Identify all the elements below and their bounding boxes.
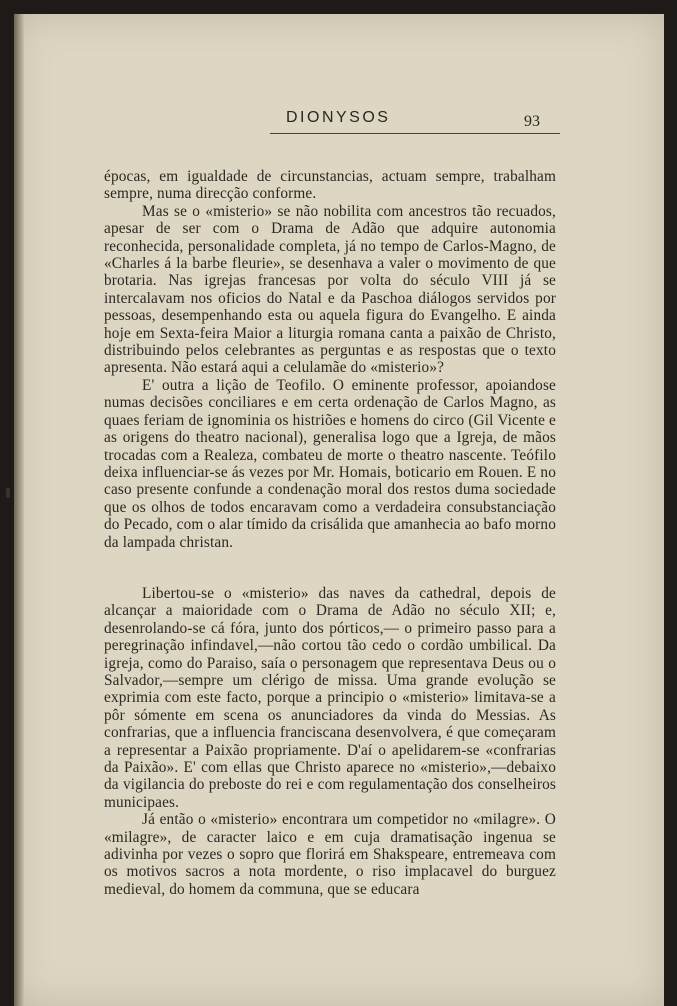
paragraph: Mas se o «misterio» se não nobilita com ancestros tão recuados, apesar de ser com o Drama de Adão que adquire autonomia reconhecida, personalidade completa, já no tempo de Carlos-Magno, de «Charles á la barbe fleurie», se desenhava a valer o movimento de que brotaria. Nas igrejas francesas por volta do século VIII já se intercalavam nos oficios do Natal e da Paschoa diálogos servidos por pessoas, desempenhando esta ou aquela figura do Evangelho. E ainda hoje em Sexta-feira Maior a liturgia romana canta a paixão de Christo, distribuindo pelos celebrantes as perguntas e as respostas que o texto apresenta. Não estará aqui a celulamãe do «misterio»?	[104, 202, 556, 377]
page-header	[270, 98, 560, 134]
section-break	[104, 551, 556, 585]
paragraph: épocas, em igualdade de circunstancias, actuam sempre, trabalham sempre, numa direcção conforme.	[104, 168, 556, 203]
paragraph: Já então o «misterio» encontrara um competidor no «milagre». O «milagre», de caracter laico e em cuja dramatisação ingenua se adivinha por vezes o sopro que florirá em Shakspeare, entremeava com os motivos sacros a nota mordente, o riso implacavel do burguez medieval, do homem da communa, que se educara	[104, 811, 556, 898]
paragraph: E' outra a lição de Teofilo. O eminente professor, apoiandose numas decisões conciliares e em certa ordenação de Carlos Magno, as quaes feriam de ignominia os histriões e homens do circo (Gil Vicente e as origens do theatro nacional), generalisa logo que a Igreja, de mãos trocadas com a Realeza, combateu de morte o theatro nascente. Teófilo deixa influenciar-se ás vezes por Mr. Homais, boticario em Rouen. E no caso presente confunde a condenação moral dos restos duma sociedade que os olhos de todos encaravam como a verdadeira consubstanciação do Pecado, com o alar tímido da crisálida que amanhecia ao bafo morno da lampada christan.	[104, 376, 556, 551]
running-title: DIONYSOS	[286, 109, 391, 126]
paragraph: Libertou-se o «misterio» das naves da cathedral, depois de alcançar a maioridade com o Drama de Adão no século XII; e, desenrolando-se cá fóra, junto dos pórticos,— o primeiro passo para a peregrinação infindavel,—não cortou tão cedo o cordão umbilical. Da igreja, como do Paraiso, saía o personagem que representava Deus ou o Salvador,—sempre um clérigo de missa. Uma grande evolução se exprimia com este facto, porque a principio o «misterio» limitava-se a pôr sómente em scena os anunciadores da vinda do Messias. As confrarias, que a influencia franciscana desenvolvera, é que começaram a representar a Paixão propriamente. D'aí o apelidarem-se «confrarias da Paixão». E' com ellas que Christo aparece no «misterio»,—debaixo da vigilancia do preboste do rei e com regulamentação dos conselheiros municipaes.	[104, 584, 556, 811]
margin-mark	[6, 488, 10, 498]
page-number: 93	[524, 113, 540, 130]
header-rule	[270, 133, 560, 134]
body-text	[104, 168, 556, 898]
page-gutter	[14, 14, 24, 1006]
